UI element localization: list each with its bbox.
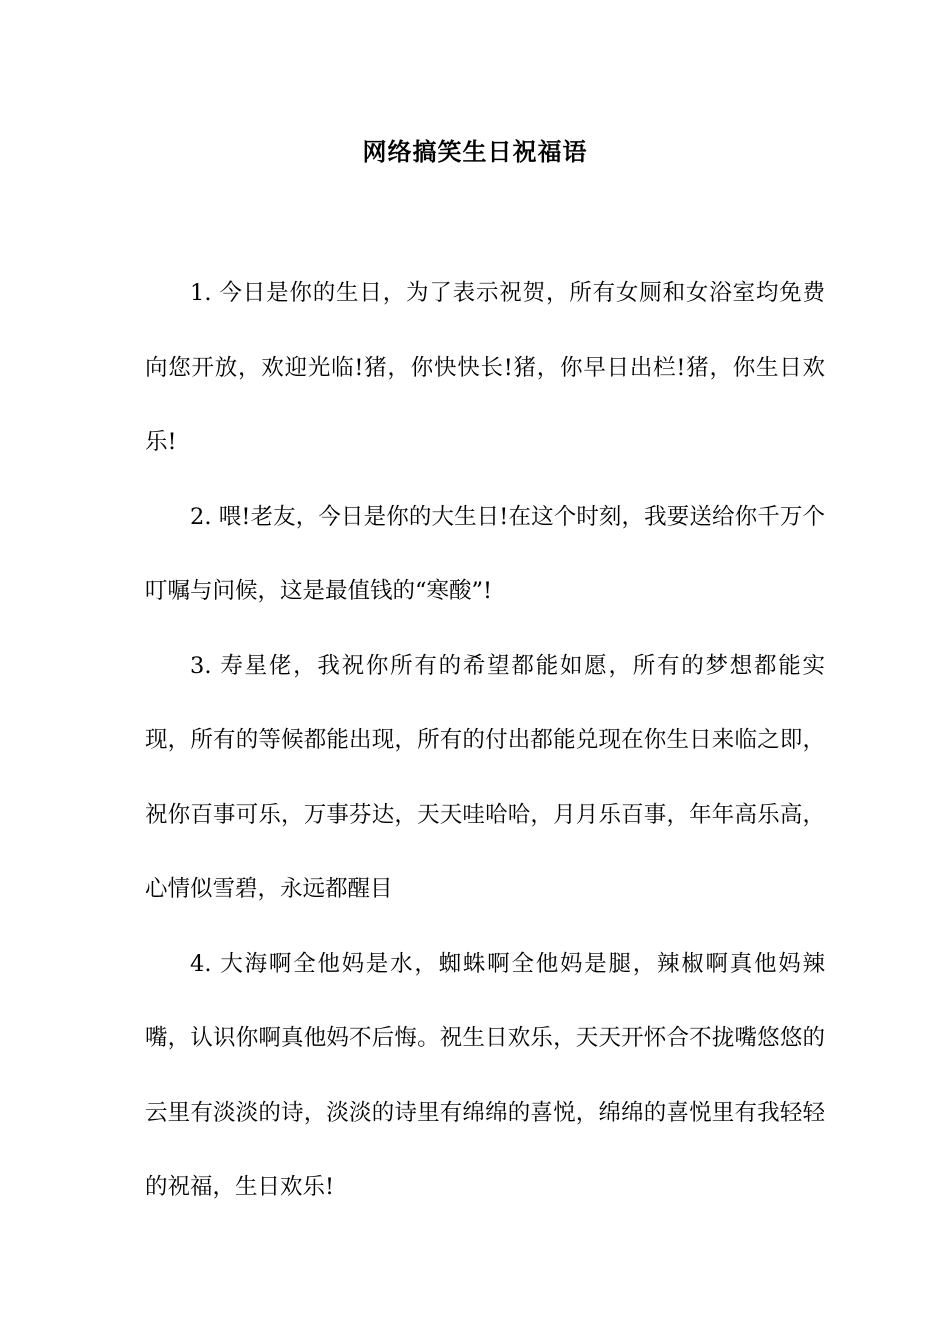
document-title: 网络搞笑生日祝福语: [362, 137, 588, 166]
paragraph-3: 3. 寿星佬，我祝你所有的希望都能如愿，所有的梦想都能实现，所有的等候都能出现，所有的付出都能兑现在你生日来临之即，祝你百事可乐，万事芬达，天天哇哈哈，月月乐百事，年年高乐高，心情似雪碧，永远都醒目: [145, 652, 825, 902]
document-body: [145, 256, 825, 1225]
paragraph-4: 4. 大海啊全他妈是水，蜘蛛啊全他妈是腿，辣椒啊真他妈辣嘴，认识你啊真他妈不后悔。祝生日欢乐，天天开怀合不拢嘴悠悠的云里有淡淡的诗，淡淡的诗里有绵绵的喜悦，绵绵的喜悦里有我轻轻的祝福，生日欢乐!: [145, 950, 825, 1200]
paragraph-1: 1. 今日是你的生日，为了表示祝贺，所有女厕和女浴室均免费向您开放，欢迎光临!猪，你快快长!猪，你早日出栏!猪，你生日欢乐!: [145, 280, 825, 455]
paragraph-2: 2. 喂!老友，今日是你的大生日!在这个时刻，我要送给你千万个叮嘱与问候，这是最值钱的“寒酸”!: [145, 503, 825, 604]
